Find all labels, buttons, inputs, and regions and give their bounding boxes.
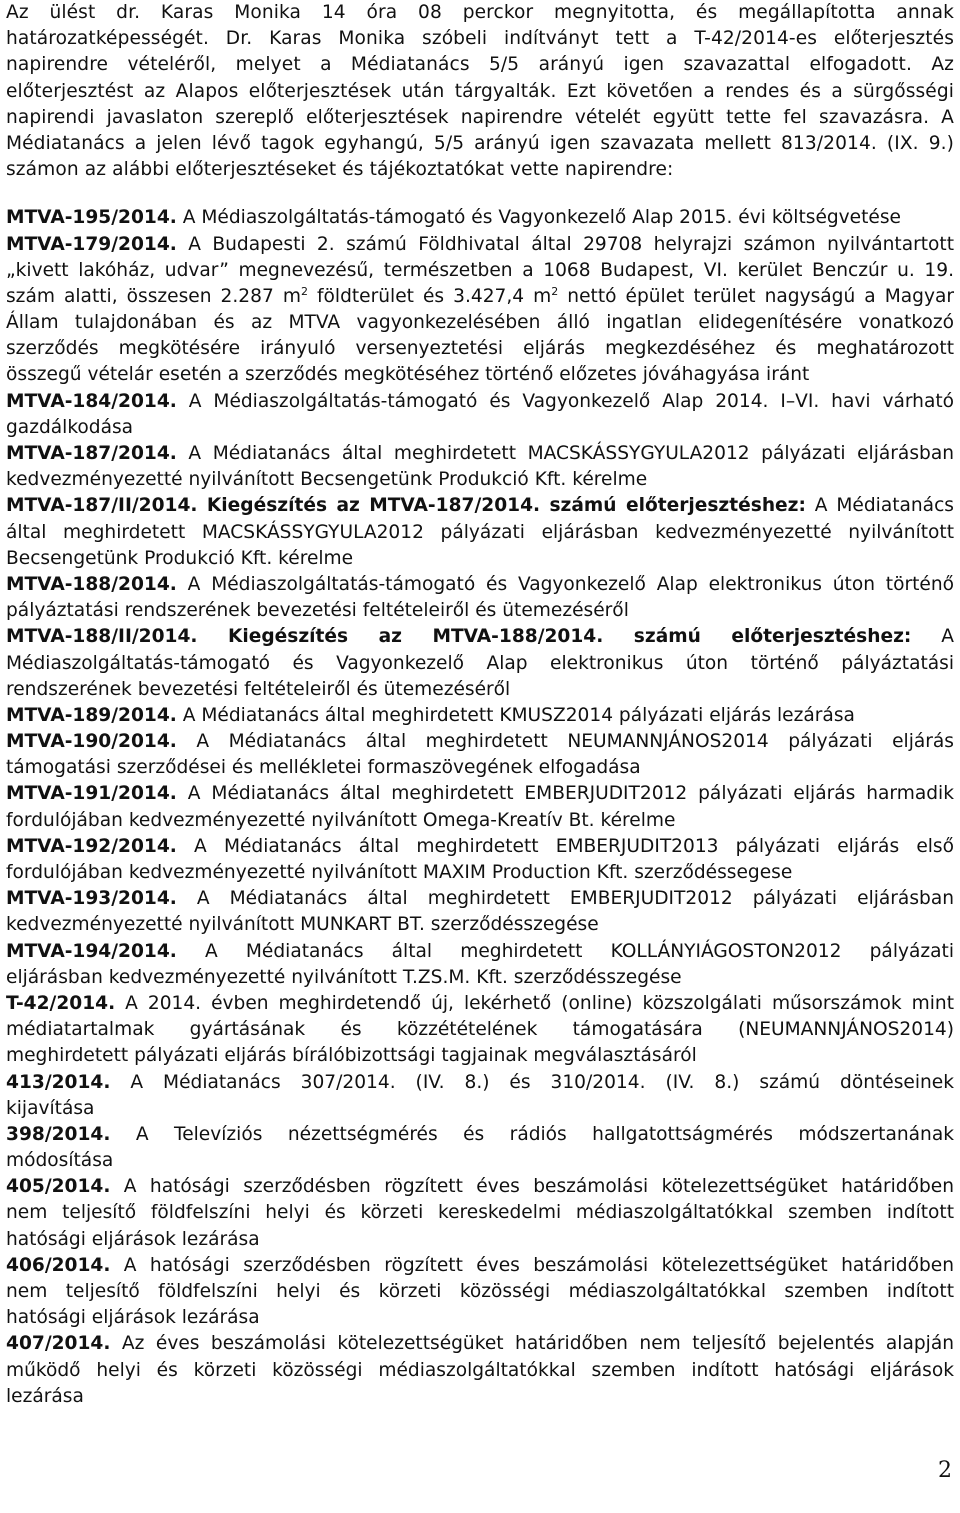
agenda-item bbox=[6, 441, 954, 493]
page-number: 2 bbox=[938, 1458, 952, 1483]
agenda-text: A Médiaszolgáltatás-támogató és Vagyonkezelő Alap 2015. évi költségvetése bbox=[176, 207, 901, 229]
agenda-line: kedvezményezetté nyilvánított MUNKART BT. szerződésszegése bbox=[6, 914, 599, 936]
agenda-text: A Médiatanács által meghirdetett EMBERJUDIT2013 pályázati eljárás első bbox=[176, 835, 954, 857]
agenda-item bbox=[6, 493, 954, 572]
agenda-line: fordulójában kedvezményezetté nyilvánított Omega-Kreatív Bt. kérelme bbox=[6, 809, 676, 831]
agenda-item bbox=[6, 1122, 954, 1174]
intro-line: Médiatanács a jelen lévő tagok egyhangú, 5/5 arányú igen szavazata mellett 813/2014. (IX. 9.) bbox=[6, 132, 954, 154]
agenda-text: A Médiatanács bbox=[805, 495, 954, 517]
agenda-item bbox=[6, 991, 954, 1070]
agenda-text: A Médiatanács által meghirdetett KOLLÁNYIÁGOSTON2012 pályázati bbox=[176, 940, 954, 962]
agenda-code: 413/2014. bbox=[6, 1071, 111, 1093]
agenda-bold-text: Kiegészítés az MTVA-188/2014. számú előterjesztéshez: bbox=[197, 626, 912, 648]
agenda-line: eljárásban kedvezményezetté nyilvánított T.ZS.M. Kft. szerződésszegése bbox=[6, 966, 682, 988]
agenda-item bbox=[6, 1174, 954, 1253]
agenda-line bbox=[6, 781, 954, 807]
agenda-line: támogatási szerződései és mellékletei formaszövegének elfogadása bbox=[6, 757, 641, 779]
agenda-line bbox=[6, 572, 954, 598]
agenda-line: kedvezményezetté nyilvánított Becsengetünk Produkció Kft. kérelme bbox=[6, 469, 648, 491]
agenda-line: Médiaszolgáltatás-támogató és Vagyonkezelő Alap elektronikus úton történő pályáztatási bbox=[6, 652, 954, 674]
agenda-line bbox=[6, 1174, 954, 1200]
agenda-code: MTVA-191/2014. bbox=[6, 783, 177, 805]
agenda-line: hatósági eljárások lezárása bbox=[6, 1307, 260, 1329]
agenda-code: MTVA-179/2014. bbox=[6, 233, 177, 255]
agenda-line: nem teljesítő földfelszíni helyi és körzeti közösségi médiaszolgáltatókkal szemben indított bbox=[6, 1281, 954, 1302]
agenda-text: A Médiatanács által meghirdetett EMBERJUDIT2012 pályázati eljárás harmadik bbox=[176, 783, 954, 805]
agenda-text: A Televíziós nézettségmérés és rádiós hallgatottságmérés módszertanának bbox=[110, 1123, 954, 1145]
intro-line: Az ülést dr. Karas Monika 14 óra 08 perckor megnyitotta, és megállapította annak bbox=[6, 2, 954, 23]
agenda-text: A Médiatanács által meghirdetett NEUMANNJÁNOS2014 pályázati eljárás bbox=[176, 731, 954, 753]
agenda-line bbox=[6, 1070, 954, 1096]
agenda-item bbox=[6, 886, 954, 938]
agenda-text: A Médiatanács által meghirdetett KMUSZ2014 pályázati eljárás lezárása bbox=[176, 704, 855, 726]
agenda-text: A 2014. évben meghirdetendő új, lekérhető (online) közszolgálati műsorszámok mint bbox=[115, 992, 954, 1014]
agenda-line: által meghirdetett MACSKÁSSYGYULA2012 pályázati eljárásban kedvezményezetté nyilvánított bbox=[6, 521, 954, 543]
agenda-line: nem teljesítő földfelszíni helyi és körzeti kereskedelmi médiaszolgáltatókkal szemben indított bbox=[6, 1202, 954, 1224]
agenda-code: MTVA-188/II/2014. bbox=[6, 626, 198, 648]
agenda-item bbox=[6, 1331, 954, 1410]
agenda-text: A Médiaszolgáltatás-támogató és Vagyonkezelő Alap 2014. I–VI. havi várható bbox=[176, 390, 954, 412]
intro-line: napirendi javaslaton szereplő előterjesztések napirendre vételét együtt tette fel szavazásra. A bbox=[6, 106, 954, 128]
agenda-line bbox=[6, 284, 954, 310]
agenda-line: gazdálkodása bbox=[6, 416, 134, 438]
agenda-line bbox=[6, 1331, 954, 1357]
agenda-item bbox=[6, 572, 954, 624]
agenda-line bbox=[6, 886, 954, 912]
agenda-line bbox=[6, 205, 954, 231]
agenda-text: Az éves beszámolási kötelezettségüket határidőben nem teljesítő bejelentés alapján bbox=[110, 1333, 954, 1355]
agenda-list bbox=[6, 205, 954, 1410]
agenda-line bbox=[6, 939, 954, 965]
intro-line: előterjesztést az Alapos előterjesztések után tárgyalták. Ezt követően a rendes és a sürgősségi bbox=[6, 80, 954, 102]
agenda-text: szám alatti, összesen 2.287 m bbox=[6, 285, 301, 307]
agenda-text: A hatósági szerződésben rögzített éves beszámolási kötelezettségüket határidőben bbox=[110, 1254, 954, 1276]
agenda-item bbox=[6, 1253, 954, 1332]
agenda-line: rendszerének bevezetési feltételeiről és ütemezéséről bbox=[6, 678, 511, 700]
agenda-line: pályáztatási rendszerének bevezetési feltételeiről és ütemezéséről bbox=[6, 600, 629, 622]
agenda-code: MTVA-187/II/2014. bbox=[6, 495, 198, 517]
agenda-line: „kivett lakóház, udvar” megnevezésű, természetben a 1068 Budapest, VI. kerület Benczúr u. 19. bbox=[6, 259, 954, 281]
agenda-line: Becsengetünk Produkció Kft. kérelme bbox=[6, 547, 354, 569]
agenda-text: A bbox=[911, 626, 954, 648]
agenda-line: működő helyi és körzeti közösségi médiaszolgáltatókkal szemben indított hatósági eljárások bbox=[6, 1359, 954, 1381]
agenda-code: MTVA-189/2014. bbox=[6, 704, 177, 726]
agenda-item bbox=[6, 834, 954, 886]
agenda-line bbox=[6, 834, 954, 860]
agenda-code: MTVA-194/2014. bbox=[6, 940, 177, 962]
agenda-text: A Médiatanács által meghirdetett EMBERJUDIT2012 pályázati eljárásban bbox=[176, 888, 954, 910]
agenda-line bbox=[6, 703, 954, 729]
agenda-line bbox=[6, 389, 954, 415]
agenda-text: A Médiaszolgáltatás-támogató és Vagyonkezelő Alap elektronikus úton történő bbox=[176, 573, 954, 595]
intro-paragraph bbox=[6, 0, 954, 183]
agenda-code: MTVA-193/2014. bbox=[6, 888, 177, 910]
agenda-code: MTVA-188/2014. bbox=[6, 573, 177, 595]
agenda-line bbox=[6, 624, 954, 650]
agenda-code: MTVA-187/2014. bbox=[6, 443, 177, 464]
agenda-text: földterület és 3.427,4 m bbox=[307, 285, 552, 307]
agenda-line: médiatartalmak gyártásának és közzétételének támogatására (NEUMANNJÁNOS2014) bbox=[6, 1019, 954, 1041]
agenda-item bbox=[6, 205, 954, 231]
agenda-text: A Médiatanács 307/2014. (IV. 8.) és 310/2014. (IV. 8.) számú döntéseinek bbox=[110, 1071, 954, 1093]
agenda-line: lezárása bbox=[6, 1385, 84, 1407]
agenda-text: A Budapesti 2. számú Földhivatal által 29708 helyrajzi számon nyilvántartott bbox=[176, 233, 954, 255]
intro-line: napirendre vételéről, melyet a Médiatanács 5/5 arányú igen szavazattal elfogadott. Az bbox=[6, 54, 954, 76]
agenda-line bbox=[6, 991, 954, 1017]
agenda-line bbox=[6, 1122, 954, 1148]
agenda-text: A Médiatanács által meghirdetett MACSKÁSSYGYULA2012 pályázati eljárásban bbox=[176, 443, 954, 464]
agenda-item bbox=[6, 1070, 954, 1122]
agenda-code: 406/2014. bbox=[6, 1254, 111, 1276]
agenda-code: MTVA-190/2014. bbox=[6, 731, 177, 753]
agenda-line: Állam tulajdonában és az MTVA vagyonkezelésében álló ingatlan elidegenítésére vonatkozó bbox=[6, 312, 954, 334]
agenda-code: 398/2014. bbox=[6, 1123, 111, 1145]
agenda-item bbox=[6, 939, 954, 991]
superscript: 2 bbox=[300, 284, 308, 298]
agenda-line: szerződés megkötésére irányuló versenyeztetési eljárás megkezdéséhez és meghatározott bbox=[6, 338, 954, 360]
agenda-code: MTVA-192/2014. bbox=[6, 835, 177, 857]
agenda-text: A hatósági szerződésben rögzített éves beszámolási kötelezettségüket határidőben bbox=[110, 1176, 954, 1198]
agenda-code: 405/2014. bbox=[6, 1176, 111, 1198]
intro-line: határozatképességét. Dr. Karas Monika szóbeli indítványt tett a T-42/2014-es előterjesztés bbox=[6, 28, 954, 50]
agenda-line bbox=[6, 232, 954, 258]
agenda-line: meghirdetett pályázati eljárás bírálóbizottsági tagjainak megválasztásáról bbox=[6, 1045, 697, 1067]
agenda-line: összegű vételár esetén a szerződés megkötéséhez történő előzetes jóváhagyása iránt bbox=[6, 364, 810, 386]
agenda-code: T-42/2014. bbox=[6, 992, 116, 1014]
agenda-line bbox=[6, 441, 954, 467]
agenda-item bbox=[6, 232, 954, 389]
intro-line: számon az alábbi előterjesztéseket és tájékoztatókat vette napirendre: bbox=[6, 159, 674, 181]
agenda-bold-text: Kiegészítés az MTVA-187/2014. számú előterjesztéshez: bbox=[197, 495, 806, 517]
agenda-item bbox=[6, 703, 954, 729]
agenda-line: fordulójában kedvezményezetté nyilvánított MAXIM Production Kft. szerződéssegese bbox=[6, 862, 793, 883]
agenda-text: nettó épület terület nagyságú a Magyar bbox=[558, 285, 954, 307]
agenda-item bbox=[6, 624, 954, 703]
agenda-line bbox=[6, 1253, 954, 1279]
agenda-line: hatósági eljárások lezárása bbox=[6, 1228, 260, 1250]
agenda-line: módosítása bbox=[6, 1150, 114, 1172]
agenda-line bbox=[6, 729, 954, 755]
agenda-code: MTVA-184/2014. bbox=[6, 390, 177, 412]
agenda-line bbox=[6, 493, 954, 519]
superscript: 2 bbox=[551, 284, 559, 298]
agenda-item bbox=[6, 729, 954, 781]
agenda-item bbox=[6, 781, 954, 833]
agenda-line: kijavítása bbox=[6, 1097, 95, 1119]
paragraph-gap bbox=[6, 183, 954, 205]
document-page bbox=[6, 0, 954, 1410]
agenda-code: 407/2014. bbox=[6, 1333, 111, 1355]
agenda-code: MTVA-195/2014. bbox=[6, 207, 177, 229]
agenda-item bbox=[6, 389, 954, 441]
